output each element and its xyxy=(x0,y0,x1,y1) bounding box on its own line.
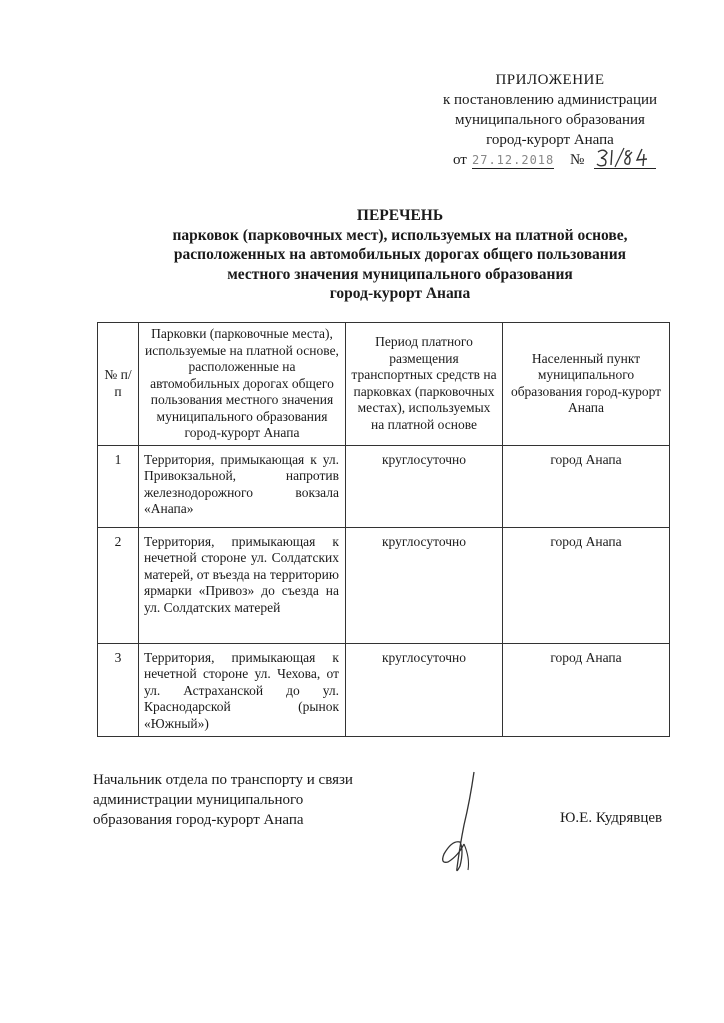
handwritten-signature xyxy=(430,770,510,880)
row-number: 3 xyxy=(98,643,139,737)
header-town: Населенный пункт муниципального образования город-курорт Анапа xyxy=(503,323,670,446)
row-period: круглосуточно xyxy=(346,445,503,527)
row-town: город Анапа xyxy=(503,445,670,527)
number-prefix: № xyxy=(570,152,585,168)
table-row xyxy=(98,527,670,643)
row-description: Территория, примыкающая к нечетной стороне ул. Солдатских матерей, от въезда на территорию ярмарки «Привоз» до съезда на ул. Солдатских матерей xyxy=(139,527,346,643)
row-description: Территория, примыкающая к ул. Привокзальной, напротив железнодорожного вокзала «Анапа» xyxy=(139,445,346,527)
document-heading xyxy=(120,206,680,304)
signatory-line-2: администрации муниципального xyxy=(93,792,304,808)
signatory-position xyxy=(93,770,393,830)
appendix-title: ПРИЛОЖЕНИЕ xyxy=(495,72,605,88)
table-row xyxy=(98,643,670,737)
signatory-name: Ю.Е. Кудрявцев xyxy=(560,810,663,826)
appendix-line-2: муниципального образования xyxy=(455,112,645,128)
heading-line-3: местного значения муниципального образования xyxy=(227,265,573,283)
heading-line-4: город-курорт Анапа xyxy=(329,285,471,302)
row-town: город Анапа xyxy=(503,527,670,643)
row-period: круглосуточно xyxy=(346,527,503,643)
table-header-row xyxy=(98,323,670,446)
signature-icon xyxy=(430,770,510,880)
row-number: 1 xyxy=(98,445,139,527)
date-stamp: 27.12.2018 xyxy=(472,150,554,169)
appendix-line-1: к постановлению администрации xyxy=(442,92,658,108)
row-period: круглосуточно xyxy=(346,643,503,737)
appendix-line-3: город-курорт Анапа xyxy=(486,132,614,148)
row-number: 2 xyxy=(98,527,139,643)
appendix-block xyxy=(410,70,690,172)
date-number-line xyxy=(410,150,690,172)
signatory-line-3: образования город-курорт Анапа xyxy=(93,812,304,828)
heading-line-2: расположенных на автомобильных дорогах общего пользования xyxy=(173,246,627,263)
header-parking: Парковки (парковочные места), используемые на платной основе, расположенные на автомобильных дорогах общего пользования местного значения муниципального образования город-курорт Анапа xyxy=(139,323,346,446)
document-number-handwritten xyxy=(594,146,656,169)
heading-title: ПЕРЕЧЕНЬ xyxy=(356,207,444,224)
header-period: Период платного размещения транспортных средств на парковках (парковочных местах), используемых на платной основе xyxy=(346,323,503,446)
row-town: город Анапа xyxy=(503,643,670,737)
date-prefix: от xyxy=(453,152,467,168)
handwritten-number-icon xyxy=(594,146,656,168)
table-row xyxy=(98,445,670,527)
heading-line-1: парковок (парковочных мест), используемых на платной основе, xyxy=(172,226,628,244)
row-description: Территория, примыкающая к нечетной стороне ул. Чехова, от ул. Астраханской до ул. Краснодарской (рынок «Южный») xyxy=(139,643,346,737)
parking-table xyxy=(97,322,670,737)
signatory-line-1: Начальник отдела по транспорту и связи xyxy=(93,772,353,788)
header-number: № п/п xyxy=(98,323,139,446)
